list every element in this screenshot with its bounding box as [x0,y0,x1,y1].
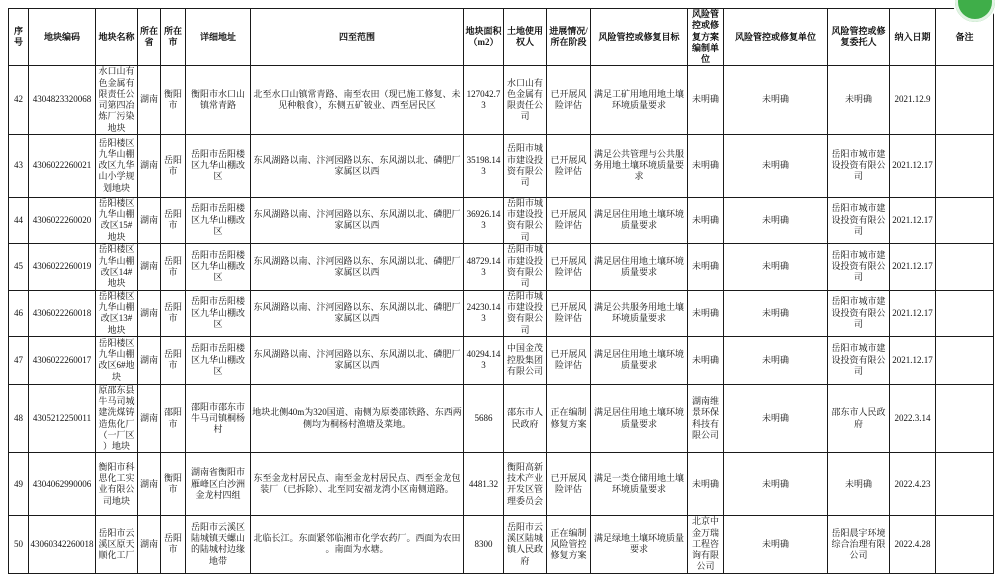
cell: 湖南 [138,134,161,197]
column-header: 土地使用权人 [504,9,547,66]
cell: 原邵东县牛马司城建洗煤铸造焦化厂（一厂区）地块 [96,384,138,453]
cell: 4304823320068 [29,66,96,135]
cell: 满足居住用地土壤环境质量要求 [591,384,688,453]
cell: 岳阳市岳阳楼区九华山棚改区 [186,134,251,197]
cell: 东风湖路以南、汴河园路以东、东风湖以北、磷肥厂家属区以西 [251,134,464,197]
cell [936,134,994,197]
land-parcel-table [8,8,994,574]
cell: 未明确 [724,384,828,453]
cell: 未明确 [688,243,724,290]
cell: 满足居住用地土壤环境质量要求 [591,243,688,290]
cell: 50 [9,516,29,573]
cell: 4306022260018 [29,290,96,336]
column-header: 进展情况/所在阶段 [547,9,591,66]
cell: 已开展风险评估 [547,134,591,197]
land-parcel-sheet [8,8,993,574]
cell: 48 [9,384,29,453]
cell: 岳阳市城市建设投资有限公司 [828,336,890,384]
table-row [9,384,994,453]
cell: 湖南 [138,66,161,135]
cell: 岳阳晨宇环境综合治理有限公司 [828,516,890,573]
table-row [9,290,994,336]
column-header: 风险管控或修复方案编制单位 [688,9,724,66]
cell: 水口山有色金属有限责任公司第四冶炼厂污染地块 [96,66,138,135]
cell: 2021.12.17 [890,336,936,384]
cell [936,290,994,336]
cell: 44 [9,197,29,243]
column-header: 纳入日期 [890,9,936,66]
cell: 43 [9,134,29,197]
column-header: 地块面积（m2） [464,9,504,66]
cell: 未明确 [688,453,724,516]
cell: 衡阳市科思化工实业有限公司地块 [96,453,138,516]
cell: 东风湖路以南、汴河园路以东、东风湖以北、磷肥厂家属区以西 [251,290,464,336]
table-row [9,66,994,135]
cell [936,243,994,290]
cell: 40294.143 [464,336,504,384]
cell: 2022.4.23 [890,453,936,516]
cell: 岳阳楼区九华山棚改区14#地块 [96,243,138,290]
cell: 岳阳市云溪区陆城镇天螺山的陆城村边缘地带 [186,516,251,573]
cell: 4304062990006 [29,453,96,516]
cell: 正在编制修复方案 [547,384,591,453]
cell: 正在编制风险管控修复方案 [547,516,591,573]
cell: 24230.143 [464,290,504,336]
cell: 未明确 [724,516,828,573]
cell: 2021.12.9 [890,66,936,135]
cell: 湖南 [138,384,161,453]
cell: 岳阳市 [161,134,186,197]
cell: 北临长江。东面紧邻临湘市化学农药厂。西面为农田。南面为水塘。 [251,516,464,573]
cell: 水口山有色金属有限责任公司 [504,66,547,135]
cell: 湖南 [138,243,161,290]
cell: 岳阳市 [161,290,186,336]
cell: 邵阳市邵东市牛马司镇桐杨村 [186,384,251,453]
cell: 2021.12.17 [890,290,936,336]
cell: 东至金龙村居民点、南至金龙村居民点、西至金龙包装厂（已拆除）、北至同安福龙湾小区南侧道路。 [251,453,464,516]
table-row [9,453,994,516]
cell: 2021.12.17 [890,134,936,197]
cell: 东风湖路以南、汴河园路以东、东风湖以北、磷肥厂家属区以西 [251,197,464,243]
table-row [9,516,994,573]
column-header: 风险管控或修复单位 [724,9,828,66]
cell: 2021.12.17 [890,243,936,290]
cell: 未明确 [724,290,828,336]
cell: 未明确 [724,66,828,135]
cell: 邵东市人民政府 [504,384,547,453]
cell: 未明确 [828,66,890,135]
cell: 岳阳市云溪区陆城镇人民政府 [504,516,547,573]
cell: 47 [9,336,29,384]
cell: 已开展风险评估 [547,197,591,243]
cell [936,197,994,243]
cell: 岳阳市岳阳楼区九华山棚改区 [186,336,251,384]
cell: 未明确 [688,66,724,135]
cell: 4306022260020 [29,197,96,243]
cell: 满足一类仓储用地土壤环境质量要求 [591,453,688,516]
cell: 未明确 [688,336,724,384]
cell: 邵东市人民政府 [828,384,890,453]
cell: 未明确 [688,197,724,243]
table-row [9,243,994,290]
cell: 未明确 [828,453,890,516]
table-body [9,66,994,573]
cell [936,336,994,384]
cell: 岳阳市城市建设投资有限公司 [504,290,547,336]
cell: 已开展风险评估 [547,336,591,384]
cell: 岳阳市城市建设投资有限公司 [828,197,890,243]
cell: 45 [9,243,29,290]
cell [936,384,994,453]
cell: 满足公共服务用地土壤环境质量要求 [591,290,688,336]
cell: 未明确 [724,243,828,290]
header-row [9,9,994,66]
cell: 衡阳市 [161,453,186,516]
column-header: 地块名称 [96,9,138,66]
cell: 已开展风险评估 [547,290,591,336]
cell: 2021.12.17 [890,197,936,243]
table-row [9,134,994,197]
cell: 43060342260018 [29,516,96,573]
cell: 衡阳市水口山镇常青路 [186,66,251,135]
cell: 35198.143 [464,134,504,197]
cell: 未明确 [724,453,828,516]
cell: 已开展风险评估 [547,453,591,516]
cell: 满足居住用地土壤环境质量要求 [591,197,688,243]
cell: 4306022260019 [29,243,96,290]
cell: 岳阳市 [161,197,186,243]
cell: 未明确 [688,290,724,336]
cell: 5686 [464,384,504,453]
cell: 湖南 [138,516,161,573]
column-header: 地块编码 [29,9,96,66]
cell: 4481.32 [464,453,504,516]
cell: 满足居住用地土壤环境质量要求 [591,336,688,384]
cell: 中国金茂控股集团有限公司 [504,336,547,384]
cell: 东风湖路以南、汴河园路以东、东风湖以北、磷肥厂家属区以西 [251,336,464,384]
cell: 岳阳市 [161,243,186,290]
cell: 2022.4.28 [890,516,936,573]
cell [936,453,994,516]
cell: 42 [9,66,29,135]
cell: 4306022260017 [29,336,96,384]
cell: 地块北侧40m为320国道、南侧为原娄邵铁路、东西两侧均为桐杨村渔塘及菜地。 [251,384,464,453]
column-header: 所在省 [138,9,161,66]
column-header: 备注 [936,9,994,66]
cell: 东风湖路以南、汴河园路以东、东风湖以北、磷肥厂家属区以西 [251,243,464,290]
cell: 岳阳市岳阳楼区九华山棚改区 [186,197,251,243]
cell: 岳阳市城市建设投资有限公司 [828,243,890,290]
cell: 已开展风险评估 [547,243,591,290]
cell: 邵阳市 [161,384,186,453]
column-header: 序号 [9,9,29,66]
column-header: 所在市 [161,9,186,66]
cell: 8300 [464,516,504,573]
cell: 北京中金万瑞工程咨询有限公司 [688,516,724,573]
cell: 127042.73 [464,66,504,135]
cell: 未明确 [724,197,828,243]
cell: 岳阳市岳阳楼区九华山棚改区 [186,290,251,336]
table-row [9,197,994,243]
cell: 湖南 [138,453,161,516]
cell: 湖南 [138,290,161,336]
cell: 49 [9,453,29,516]
cell: 湖南 [138,336,161,384]
column-header: 详细地址 [186,9,251,66]
cell: 48729.143 [464,243,504,290]
cell: 湖南维景环保科技有限公司 [688,384,724,453]
cell: 岳阳市 [161,336,186,384]
cell: 满足绿地土壤环境质量要求 [591,516,688,573]
cell: 岳阳市城市建设投资有限公司 [828,290,890,336]
cell: 岳阳市城市建设投资有限公司 [504,243,547,290]
cell: 4306022260021 [29,134,96,197]
cell: 未明确 [688,134,724,197]
cell: 岳阳楼区九华山棚改区九华山小学规划地块 [96,134,138,197]
cell: 岳阳楼区九华山棚改区15#地块 [96,197,138,243]
cell: 岳阳楼区九华山棚改区6#地块 [96,336,138,384]
column-header: 四至范围 [251,9,464,66]
cell: 湖南 [138,197,161,243]
cell: 2022.3.14 [890,384,936,453]
cell: 已开展风险评估 [547,66,591,135]
cell [936,66,994,135]
column-header: 风险管控或修复委托人 [828,9,890,66]
table-row [9,336,994,384]
cell: 46 [9,290,29,336]
cell: 岳阳市城市建设投资有限公司 [828,134,890,197]
cell: 衡阳高新技术产业开发区管理委员会 [504,453,547,516]
cell: 36926.143 [464,197,504,243]
cell: 湖南省衡阳市雁峰区白沙洲金龙村四组 [186,453,251,516]
cell [936,516,994,573]
cell: 岳阳市岳阳楼区九华山棚改区 [186,243,251,290]
cell: 未明确 [724,336,828,384]
cell: 满足公共管理与公共服务用地土壤环境质量要求 [591,134,688,197]
cell: 衡阳市 [161,66,186,135]
column-header: 风险管控或修复目标 [591,9,688,66]
cell: 岳阳市 [161,516,186,573]
cell: 满足工矿用地用地土壤环境质量要求 [591,66,688,135]
cell: 岳阳市云溪区原天顺化工厂 [96,516,138,573]
cell: 4305212250011 [29,384,96,453]
cell: 岳阳市城市建设投资有限公司 [504,134,547,197]
cell: 北至水口山镇常青路、南至农田（现已施工修复、未见种粮食），东侧五矿铍业、西至居民区 [251,66,464,135]
cell: 岳阳楼区九华山棚改区13#地块 [96,290,138,336]
cell: 岳阳市城市建设投资有限公司 [504,197,547,243]
cell: 未明确 [724,134,828,197]
